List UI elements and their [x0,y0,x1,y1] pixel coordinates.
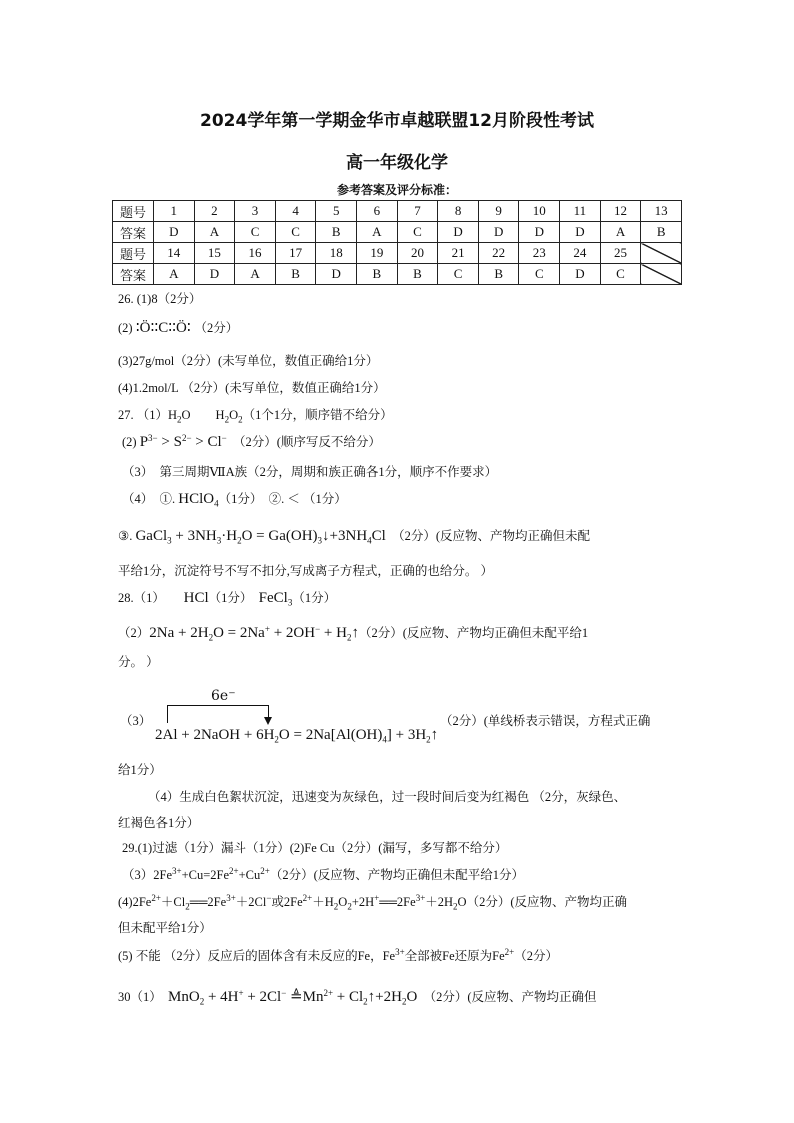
text-segment: +Cu [238,868,261,882]
table-cell: A [194,222,235,243]
empty-cell [641,264,682,285]
answer-line [118,588,336,608]
text-segment: +Cu=2Fe [181,868,230,882]
table-row [113,264,682,285]
table-cell: 25 [600,243,641,264]
text-segment: 26. (1)8（2分） [118,292,202,306]
bridge-line [167,705,168,723]
text-segment: （2分） [194,321,239,335]
table-cell: 23 [519,243,560,264]
subscript: 2 [363,996,368,1007]
formula-text: ↑ [430,727,439,743]
table-cell: B [357,264,398,285]
formula-text: ] + 3H [386,727,427,743]
table-cell: 13 [641,201,682,222]
text-segment: (4)2Fe [118,895,152,909]
supscript: 3− [148,432,158,443]
text-segment: （2分） [514,949,559,963]
answer-line [118,526,590,546]
table-cell: C [235,222,276,243]
formula-text: ↑+2H [367,989,402,1005]
text-segment: （2分）(单线桥表示错误，方程式正确 [440,714,651,728]
table-cell: 4 [275,201,316,222]
text-segment: 平给1分，沉淀符号不写不扣分,写成离子方程式，正确的也给分。 ） [118,564,494,578]
table-row [113,201,682,222]
formula-text: + Cl [333,989,364,1005]
subject-title: 高一年级化学 [346,153,448,173]
supscript: + [374,892,380,903]
subscript: 2 [426,734,431,745]
table-cell: 12 [600,201,641,222]
table-cell: D [560,222,601,243]
formula-text: P [139,434,149,450]
subscript: 2 [274,734,279,745]
row-label: 题号 [113,243,154,264]
text-segment: （4）生成白色絮状沉淀，迅速变为灰绿色，过一段时间后变为红褐色 （2分，灰绿色、 [148,790,627,804]
subscript: 2 [199,996,205,1007]
table-cell: A [357,222,398,243]
text-segment: （2分）(反应物、产物均正确但 [417,990,597,1004]
supscript: + [264,623,270,634]
table-cell: B [275,264,316,285]
answer-line [120,711,151,729]
subscript: 3 [287,597,293,608]
formula-text: + 3NH [171,528,217,544]
formula-text: Cl [371,528,386,544]
text-segment: （1分） ②. ＜ （1分） [218,492,347,506]
formula-text: > Cl [191,434,222,450]
table-cell: D [560,264,601,285]
table-cell: A [600,222,641,243]
text-segment: (5) 不能 （2分）反应后的固体含有未反应的Fe，Fe [118,949,396,963]
table-cell: 14 [154,243,195,264]
formula-text: ≜ [286,989,303,1005]
supscript: 2+ [504,946,515,957]
formula-text: + H [320,625,347,641]
answer-line [118,561,493,579]
text-segment: ＋H [312,895,334,909]
answer-line [122,432,381,451]
text-segment: (3)27g/mol（2分）(未写单位，数值正确给1分） [118,354,379,368]
text-segment: 但未配平给1分） [118,921,212,935]
table-cell: 21 [438,243,479,264]
text-segment: （1个1分，顺序错不给分） [242,408,393,422]
text-segment: （3）2Fe [122,868,173,882]
subscript: 3 [216,535,222,546]
text-segment: ══2Fe [189,895,227,909]
text-segment: ＋2H [425,895,454,909]
table-cell: 18 [316,243,357,264]
bridge-line [167,705,269,706]
text-segment: 分。 ） [118,655,159,669]
table-cell: C [275,222,316,243]
table-cell: 22 [478,243,519,264]
subscript: 4 [382,734,387,745]
formula-text: > S [157,434,182,450]
formula-text: ·H [221,528,238,544]
answer-line [118,351,378,369]
text-segment: O [229,408,239,422]
subscript: 2 [185,901,190,912]
table-cell: D [154,222,195,243]
text-segment: O [338,895,348,909]
answer-line [122,489,347,509]
empty-cell [641,243,682,264]
table-cell: 9 [478,201,519,222]
formula-text: MnO [168,989,200,1005]
table-cell: 16 [235,243,276,264]
text-segment: O（2分）(反应物、产物均正确 [457,895,627,909]
supscript: 2+ [302,892,313,903]
formula-text: HClO [178,491,215,507]
subscript: 2 [238,414,243,425]
subscript: 2 [177,414,182,425]
text-segment: （2分）(反应物、产物均正确但未配平给1 [358,626,589,640]
table-cell: D [478,222,519,243]
formula-text: HCl [183,590,209,606]
text-segment: ③. [118,529,136,543]
text-segment: (4)1.2mol/L （2分）(未写单位，数值正确给1分） [118,381,386,395]
table-cell: 10 [519,201,560,222]
answer-line [148,787,626,805]
answer-line [118,318,238,337]
answer-line [118,946,558,964]
text-segment: 27. （1）H [118,408,178,422]
row-label: 答案 [113,222,154,243]
text-segment: (2) [122,435,140,449]
text-segment: （3） 第三周期ⅦA族（2分，周期和族正确各1分，顺序不作要求） [122,465,498,479]
table-cell: 6 [357,201,398,222]
formula-text: 2Al + 2NaOH + 6H [155,727,275,743]
answer-line [118,892,627,912]
subscript: 2 [347,901,352,912]
table-cell: 15 [194,243,235,264]
arrow-down-icon [264,717,272,725]
text-segment: ══2Fe [379,895,416,909]
table-row [113,243,682,264]
formula-text: ∶Ö∶∶C∶∶Ö∶ [135,320,195,336]
text-segment: O H [181,408,225,422]
exam-title: 2024学年第一学期金华市卓越联盟12月阶段性考试 [200,111,594,131]
text-segment: ＋Cl [160,895,186,909]
text-segment: +2H [351,895,375,909]
row-label: 题号 [113,201,154,222]
text-segment: 28.（1） [118,591,184,605]
table-cell: D [438,222,479,243]
answer-line [118,289,201,307]
answer-table [112,200,682,285]
supscript: 2+ [151,892,161,903]
text-segment: （4） ①. [122,492,179,506]
table-cell: 19 [357,243,398,264]
table-cell: B [478,264,519,285]
answer-line [118,405,393,425]
answer-line [155,727,438,745]
text-segment: 红褐色各1分） [118,816,200,830]
subscript: 2 [224,414,230,425]
table-cell: A [235,264,276,285]
supscript: − [221,432,227,443]
table-cell: 1 [154,201,195,222]
table-cell: C [600,264,641,285]
text-segment: （2分）(反应物、产物均正确但未配平给1分） [269,868,524,882]
table-cell: C [438,264,479,285]
subscript: 4 [214,498,219,509]
subscript: 3 [317,535,323,546]
text-segment: （2） [118,626,150,640]
formula-text: 2Na + 2H [149,625,209,641]
text-segment: 29.(1)过滤（1分）漏斗（1分）(2)Fe Cu（2分）(漏写，多写都不给分） [122,841,508,855]
table-cell: 24 [560,243,601,264]
table-cell: C [519,264,560,285]
supscript: 3+ [395,946,405,957]
electron-count-label: 6e⁻ [211,688,236,704]
formula-text: FeCl [258,590,288,606]
text-segment: (2) [118,321,136,335]
text-segment: （2分）(反应物、产物均正确但未配 [385,529,591,543]
table-cell: C [397,222,438,243]
answer-line [122,462,497,480]
formula-text: + 2OH [269,625,316,641]
text-segment: （1分） [208,591,259,605]
table-cell: B [316,222,357,243]
answer-line [118,987,596,1007]
subscript: 2 [333,901,339,912]
table-row [113,222,682,243]
table-cell: D [194,264,235,285]
supscript: 2+ [323,987,334,998]
supscript: 3+ [172,865,182,876]
subscript: 2 [346,632,352,643]
table-cell: 7 [397,201,438,222]
answer-key-heading: 参考答案及评分标准： [336,183,457,197]
supscript: − [315,623,321,634]
answer-line [118,378,386,396]
answer-line [440,711,650,729]
formula-text: Mn [302,989,324,1005]
answer-line [118,760,162,778]
answer-line [122,865,524,883]
answer-line [118,918,212,936]
text-segment: 或2Fe [271,895,303,909]
table-cell: B [397,264,438,285]
supscript: 3+ [226,892,236,903]
table-cell: 5 [316,201,357,222]
text-segment: （1分） [292,591,337,605]
table-cell: 11 [560,201,601,222]
supscript: 2+ [260,865,270,876]
answer-line [118,652,159,670]
subscript: 3 [167,535,172,546]
supscript: − [266,892,272,903]
formula-text: O = Ga(OH) [241,528,318,544]
text-segment: （2分）(顺序写反不给分） [226,435,381,449]
supscript: 2+ [229,865,239,876]
formula-text: GaCl [135,528,168,544]
subscript: 2 [208,632,214,643]
table-cell: D [519,222,560,243]
text-segment: 30（1） [118,990,169,1004]
text-segment: 全部被Fe还原为Fe [404,949,505,963]
table-cell: 8 [438,201,479,222]
table-cell: D [316,264,357,285]
supscript: 2− [181,432,192,443]
formula-text: O = 2Na[Al(OH) [278,727,383,743]
table-cell: 2 [194,201,235,222]
formula-text: + 2Cl [243,989,282,1005]
supscript: + [238,987,244,998]
formula-text: O [406,989,418,1005]
answer-line [118,623,588,643]
formula-text: ↑ [351,625,359,641]
table-cell: 17 [275,243,316,264]
text-segment: ＋2Cl [235,895,267,909]
row-label: 答案 [113,264,154,285]
subscript: 2 [401,996,407,1007]
table-cell: B [641,222,682,243]
text-segment: 给1分） [118,763,162,777]
subscript: 2 [453,901,458,912]
table-cell: A [154,264,195,285]
supscript: 3+ [415,892,426,903]
formula-text: ↓+3NH [322,528,368,544]
table-cell: 3 [235,201,276,222]
formula-text: + 4H [204,989,239,1005]
supscript: − [281,987,287,998]
subscript: 2 [237,535,242,546]
answer-line [118,813,199,831]
subscript: 4 [367,535,372,546]
table-cell: 20 [397,243,438,264]
answer-line [122,838,507,856]
text-segment: （3） [120,714,152,728]
formula-text: O = 2Na [213,625,265,641]
